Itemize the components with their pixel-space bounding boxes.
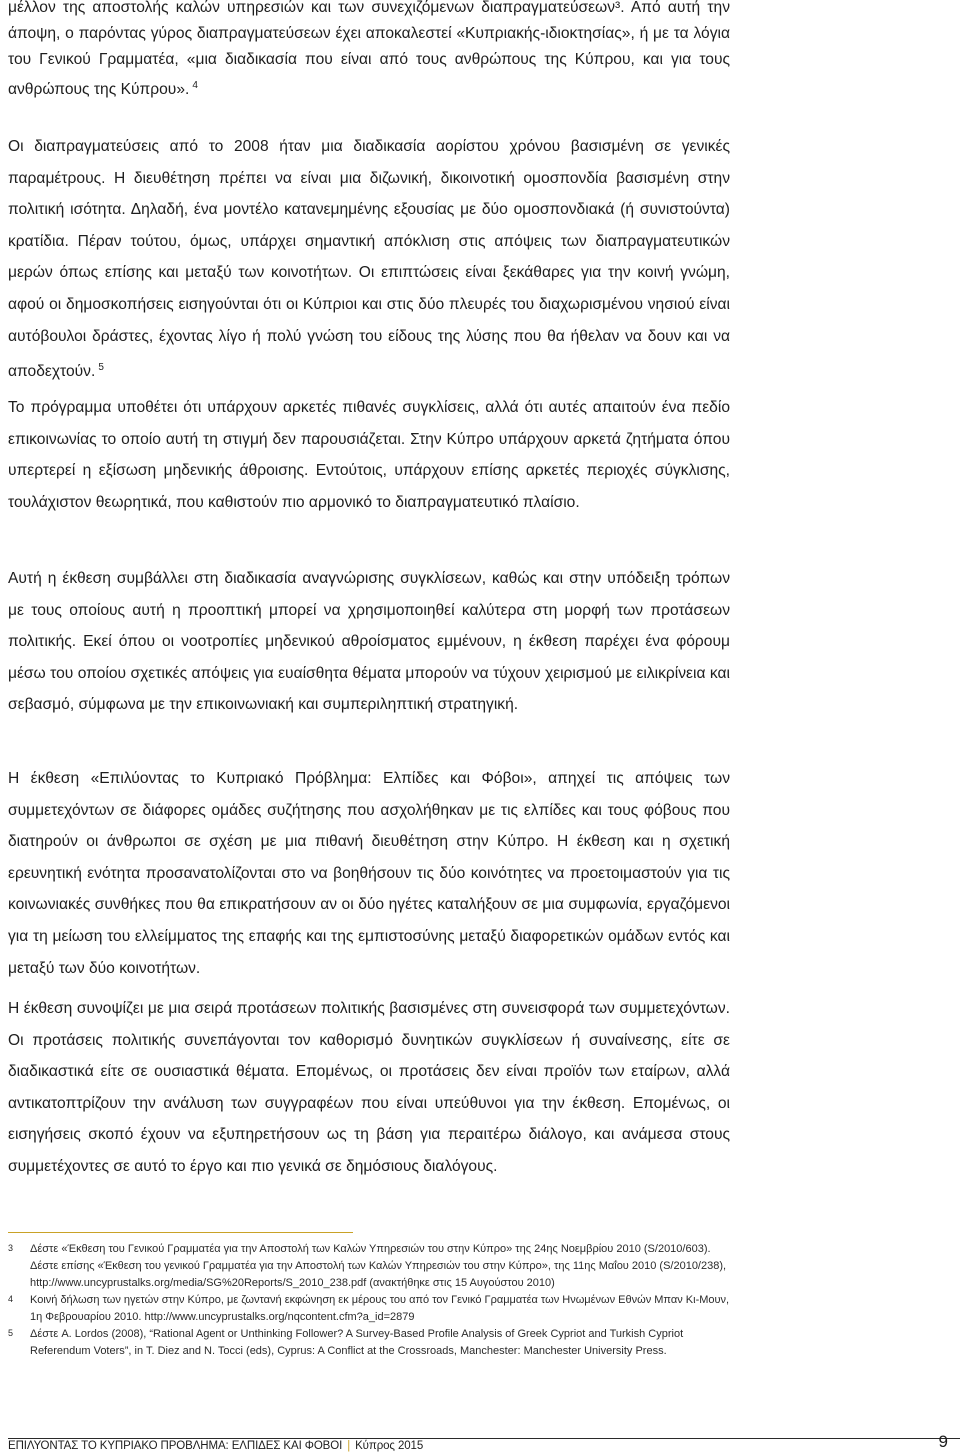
page-number: 9 <box>938 1432 948 1451</box>
paragraph-3: Το πρόγραμμα υποθέτει ότι υπάρχουν αρκετές πιθανές συγκλίσεις, αλλά ότι αυτές απαιτούν ένα πεδίο επικοινωνίας το οποίο αυτή τη στιγμή δεν παρουσιάζεται. Στην Κύπρο υπάρχουν αρκετά ζητήματα όπου υπερτερεί η εξίσωση μηδενικής άθροισης. Εντούτοις, υπάρχουν επίσης αρκετές περιοχές σύγκλισης, τουλάχιστον θεωρητικά, που καθιστούν πιο αρμονικό το διαπραγματευτικό πλαίσιο. <box>8 399 730 511</box>
footnote-text: Κοινή δήλωση των ηγετών στην Κύπρο, με ζωντανή εκφώνηση εκ μέρους του από τον Γενικό Γραμματέα των Ηνωμένων Εθνών Μπαν Κι-Μουν, 1η Φεβρουαρίου 2010. http://www.uncyprustalks.org/nqcontent.cfm?a_id=2879 <box>30 1294 730 1323</box>
footer-divider <box>8 1438 960 1439</box>
paragraph-1-text: μέλλον της αποστολής καλών υπηρεσιών και των συνεχιζόμενων διαπραγματεύσεων³. Από αυτή την άποψη, ο παρόντας γύρος διαπραγματεύσεων έχει αποκαλεστεί «Κυπριακής-ιδιοκτησίας», ή με τα λόγια του Γενικού Γραμματέα, «μια διαδικασία που είναι από τους ανθρώπους της Κύπρου, και για τους ανθρώπους της Κύπρου». <box>8 0 730 98</box>
paragraph-5: Η έκθεση «Επιλύοντας το Κυπριακό Πρόβλημα: Ελπίδες και Φόβοι», απηχεί τις απόψεις των συμμετεχόντων σε διάφορες ομάδες συζήτησης που ασχολήθηκαν με τις ελπίδες και τους φόβους που διατηρούν οι άνθρωποι σε σχέση με μια πιθανή διευθέτηση στην Κύπρο. Η έκθεση και η σχετική ερευνητική ενότητα προσανατολίζονται στο να βοηθήσουν τις δύο κοινότητες να προετοιμαστούν για τις κοινωνιακές συνθήκες που θα επικρατήσουν αν οι δύο ηγέτες καταλήξουν σε μια συμφωνία, εργαζόμενοι για τη μείωση του ελλείμματος της επαφής και της εμπιστοσύνης μεταξύ διαφορετικών ομάδων εντός και μεταξύ των δύο κοινοτήτων. <box>8 770 730 977</box>
footnote-number: 5 <box>8 1328 14 1338</box>
footnote-5 <box>8 1326 733 1360</box>
footnote-number: 4 <box>8 1294 14 1304</box>
footer-edition: Κύπρος 2015 <box>355 1440 424 1452</box>
paragraph-2 <box>8 131 730 388</box>
paragraph-4: Αυτή η έκθεση συμβάλλει στη διαδικασία αναγνώρισης συγκλίσεων, καθώς και στην υπόδειξη τρόπων με τους οποίους αυτή η προοπτική μπορεί να χρησιμοποιηθεί καλύτερα στη μορφή των προτάσεων πολιτικής. Εκεί όπου οι νοοτροπίες μηδενικού αθροίσματος εμμένουν, η έκθεση παρέχει ένα φόρουμ μέσω του οποίου σχετικές απόψεις για ευαίσθητα θέματα μπορούν να τύχουν χειρισμού με ειλικρίνεια και σεβασμό, σύμφωνα με την επικοινωνιακή και συμπεριληπτική στρατηγική. <box>8 570 730 714</box>
footnote-4 <box>8 1292 733 1326</box>
running-footer <box>8 1440 423 1452</box>
footnote-text: Δέστε «Έκθεση του Γενικού Γραμματέα για την Αποστολή των Καλών Υπηρεσιών του στην Κύπρο» της 24ης Νοεμβρίου 2010 (S/2010/603). Δέστε επίσης «Έκθεση του γενικού Γραμματέα για την Αποστολή των Καλών Υπηρεσιών του στην Κύπρο», της 11ης Μαΐου 2010 (S/2010/238), http://www.uncyprustalks.org/media/SG%20Reports/S_2010_238.pdf (ανακτήθηκε στις 15 Αυγούστου 2010) <box>30 1243 727 1289</box>
footnote-ref-5[interactable]: 5 <box>98 362 104 374</box>
footnote-3 <box>8 1241 733 1292</box>
paragraph-2-text: Οι διαπραγματεύσεις από το 2008 ήταν μια διαδικασία αορίστου χρόνου βασισμένη σε γενικές παραμέτρους. Η διευθέτηση πρέπει να είναι μια διζωνική, δικοινοτική ομοσπονδία βασισμένη στην πολιτική ισότητα. Δηλαδή, ένα μοντέλο κατανεμημένης εξουσίας με δύο ομοσπονδιακά (ή συνιστούντα) κρατίδια. Πέραν τούτου, όμως, υπάρχει σημαντική απόκλιση στις απόψεις των διαπραγματευτικών μερών όπως επίσης και μεταξύ των κοινοτήτων. Οι επιπτώσεις είναι ξεκάθαρες για την κοινή γνώμη, αφού οι δημοσκοπήσεις εισηγούνται ότι οι Κύπριοι και στις δύο πλευρές του διαχωρισμένου νησιού είναι αυτόβουλοι δράστες, έχοντας λίγο ή πολύ γνώση του είδους της λύσης που θα ήθελαν να δουν και να αποδεχτούν. <box>8 138 730 381</box>
footnote-ref-4[interactable]: 4 <box>192 80 198 91</box>
footer-title: ΕΠΙΛΥΟΝΤΑΣ ΤΟ ΚΥΠΡΙΑΚΟ ΠΡΟΒΛΗΜΑ: ΕΛΠΙΔΕΣ ΚΑΙ ΦΟΒΟΙ <box>8 1440 343 1452</box>
footer-separator: | <box>347 1440 351 1452</box>
footnote-text: Δέστε A. Lordos (2008), “Rational Agent or Unthinking Follower? A Survey-Based Profile Analysis of Greek Cypriot and Turkish Cypriot Referendum Voters”, in T. Diez and N. Tocci (eds), Cyprus: A Conflict at the Crossroads, Manchester: Manchester University Press. <box>30 1328 684 1357</box>
paragraph-6: Η έκθεση συνοψίζει με μια σειρά προτάσεων πολιτικής βασισμένες στη συνεισφορά των συμμετεχόντων. Οι προτάσεις πολιτικής συνεπάγονται τον καθορισμό δυνητικών συγκλίσεων ή συναίνεσης, είτε σε διαδικαστικά είτε σε ουσιαστικά θέματα. Επομένως, οι προτάσεις δεν είναι προϊόν των εταίρων, αλλά αντικατοπτρίζουν την ανάλυση των συγγραφέων που είναι υπεύθυνοι για την έκθεση. Επομένως, οι εισηγήσεις σκοπό έχουν να εξυπηρετήσουν ως τη βάση για περαιτέρω διάλογο, και ανάμεσα στους συμμετέχοντες σε αυτό το έργο και πιο γενικά σε δημόσιους διαλόγους. <box>8 1000 730 1175</box>
footnote-number: 3 <box>8 1243 14 1253</box>
paragraph-1 <box>8 0 730 103</box>
footnote-divider <box>8 1232 353 1233</box>
footnotes <box>8 1241 733 1360</box>
